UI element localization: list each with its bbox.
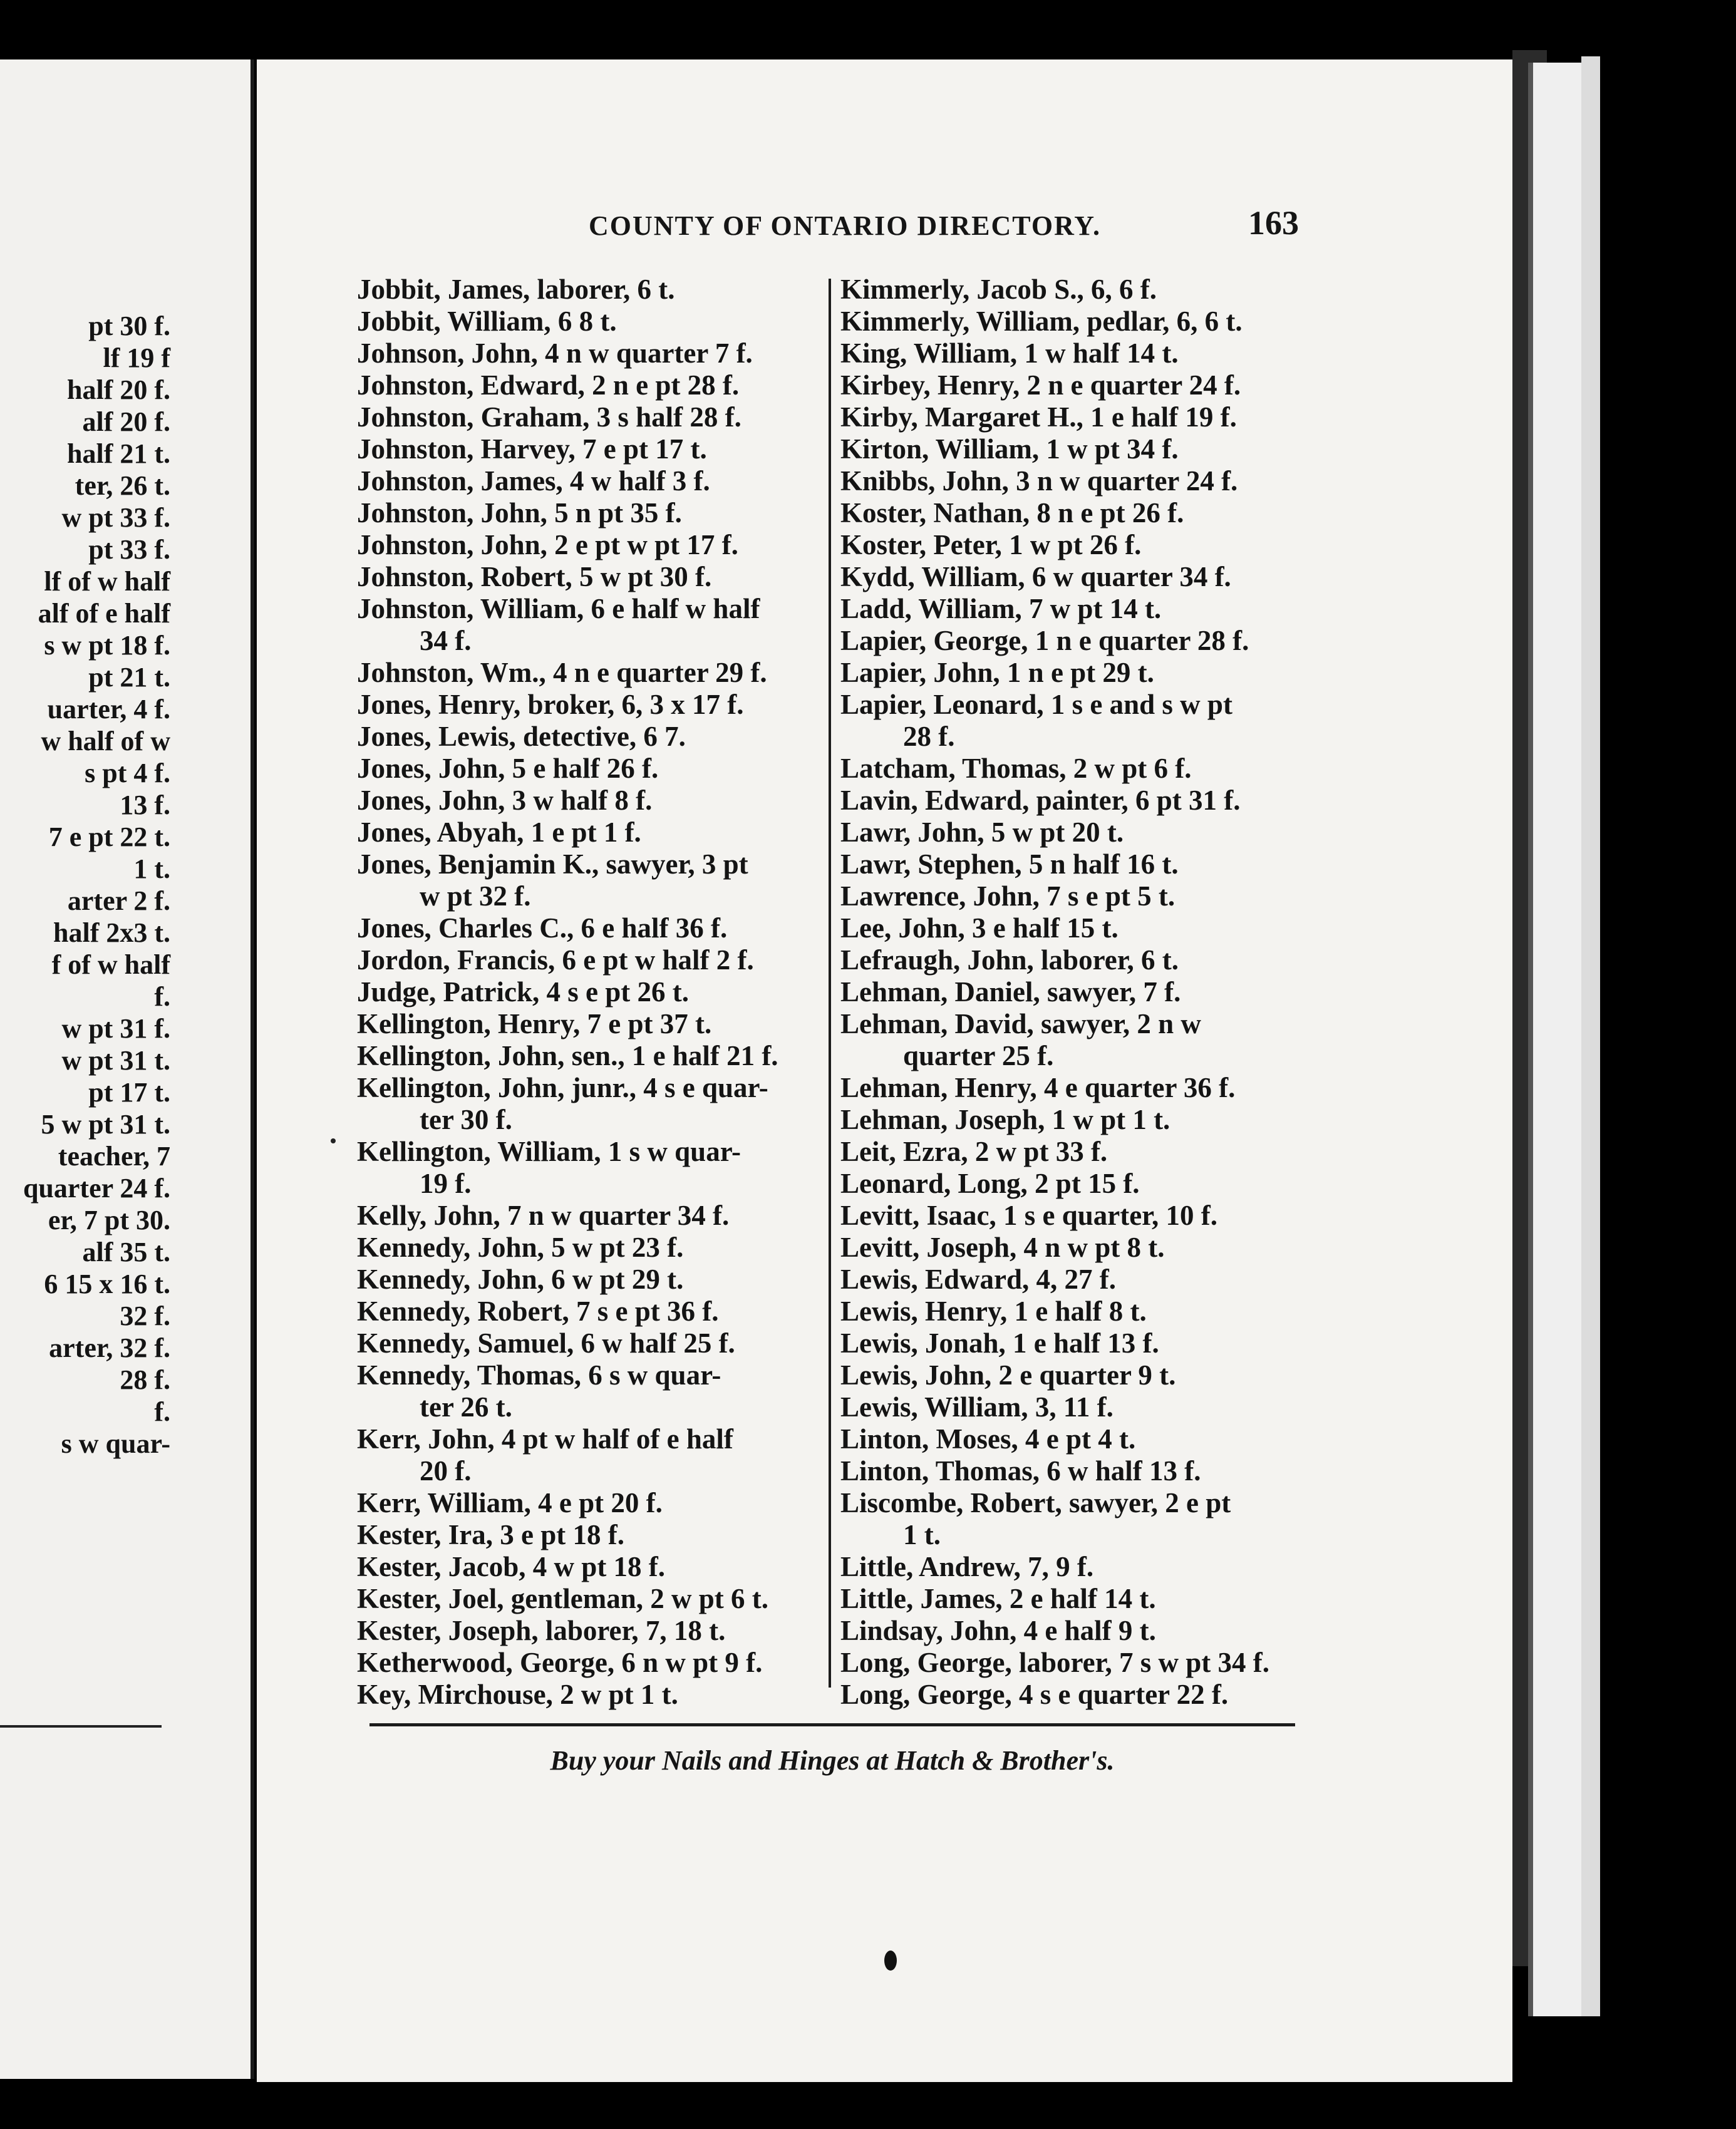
directory-entry-continuation: quarter 25 f. <box>903 1040 1054 1071</box>
directory-entry-continuation: w pt 32 f. <box>420 880 531 912</box>
directory-entry: Ladd, William, 7 w pt 14 t. <box>840 593 1162 624</box>
directory-entry: Jones, Benjamin K., sawyer, 3 pt <box>357 848 748 880</box>
facing-page-text-fragment: s w pt 18 f. <box>44 630 170 661</box>
directory-entry: Kimmerly, William, pedlar, 6, 6 t. <box>840 306 1243 337</box>
facing-page-text-fragment: half 2x3 t. <box>53 917 170 948</box>
directory-entry-continuation: 34 f. <box>420 625 472 656</box>
directory-entry: Lewis, Edward, 4, 27 f. <box>840 1264 1117 1295</box>
directory-entry: Kellington, John, junr., 4 s e quar- <box>357 1072 768 1103</box>
facing-page-text-fragment: er, 7 pt 30. <box>48 1205 170 1235</box>
facing-page-text-fragment: pt 33 f. <box>88 534 170 565</box>
facing-page-text-fragment: f. <box>154 1396 170 1427</box>
directory-entry: Johnston, Graham, 3 s half 28 f. <box>357 401 741 433</box>
directory-entry: Jones, Charles C., 6 e half 36 f. <box>357 912 728 944</box>
directory-entry: Linton, Thomas, 6 w half 13 f. <box>840 1455 1201 1487</box>
directory-entry: Lehman, Henry, 4 e quarter 36 f. <box>840 1072 1236 1103</box>
directory-entry: Kennedy, Robert, 7 s e pt 36 f. <box>357 1296 719 1327</box>
facing-page-text-fragment: alf 20 f. <box>82 406 170 437</box>
facing-page-text-fragment: w pt 31 f. <box>61 1013 170 1044</box>
directory-entry: Jones, Henry, broker, 6, 3 x 17 f. <box>357 689 744 720</box>
directory-entry: Lehman, Joseph, 1 w pt 1 t. <box>840 1104 1170 1135</box>
facing-page-text-fragment: quarter 24 f. <box>23 1173 170 1204</box>
facing-page-text-fragment: s pt 4 f. <box>85 758 170 788</box>
directory-entry: Kennedy, John, 6 w pt 29 t. <box>357 1264 684 1295</box>
directory-entry: Lee, John, 3 e half 15 t. <box>840 912 1119 944</box>
facing-page-text-fragment: 28 f. <box>120 1364 170 1395</box>
facing-page-text-fragment: pt 21 t. <box>88 662 170 693</box>
margin-mark <box>331 1138 336 1143</box>
directory-entry-continuation: ter 26 t. <box>420 1391 512 1423</box>
directory-entry: Kerr, William, 4 e pt 20 f. <box>357 1487 663 1518</box>
page-stack-edge <box>1528 63 1586 2016</box>
facing-page-text-fragment: 6 15 x 16 t. <box>44 1269 170 1299</box>
directory-entry: Kydd, William, 6 w quarter 34 f. <box>840 561 1231 592</box>
directory-entry: Ketherwood, George, 6 n w pt 9 f. <box>357 1647 763 1678</box>
directory-entry: Lapier, John, 1 n e pt 29 t. <box>840 657 1154 688</box>
directory-entry: Lewis, Jonah, 1 e half 13 f. <box>840 1327 1159 1359</box>
directory-entry: Kennedy, Thomas, 6 s w quar- <box>357 1359 721 1391</box>
facing-page-text-fragment: ter, 26 t. <box>75 470 170 501</box>
directory-entry: Judge, Patrick, 4 s e pt 26 t. <box>357 976 689 1008</box>
facing-page-text-fragment: alf 35 t. <box>82 1237 170 1267</box>
directory-entry: Levitt, Isaac, 1 s e quarter, 10 f. <box>840 1200 1218 1231</box>
directory-column-left <box>357 274 811 1711</box>
directory-entry: Lefraugh, John, laborer, 6 t. <box>840 944 1179 976</box>
directory-entry-continuation: 20 f. <box>420 1455 472 1487</box>
directory-entry: Latcham, Thomas, 2 w pt 6 f. <box>840 753 1192 784</box>
directory-entry: Kennedy, Samuel, 6 w half 25 f. <box>357 1327 735 1359</box>
directory-entry: Kirton, William, 1 w pt 34 f. <box>840 433 1179 465</box>
directory-entry: Lehman, David, sawyer, 2 n w <box>840 1008 1201 1039</box>
directory-entry: Long, George, laborer, 7 s w pt 34 f. <box>840 1647 1269 1678</box>
facing-page-text-fragment: f. <box>154 981 170 1012</box>
directory-entry: Lavin, Edward, painter, 6 pt 31 f. <box>840 785 1241 816</box>
directory-entry: King, William, 1 w half 14 t. <box>840 338 1179 369</box>
directory-entry: Lindsay, John, 4 e half 9 t. <box>840 1615 1156 1646</box>
directory-entry: Lewis, Henry, 1 e half 8 t. <box>840 1296 1147 1327</box>
facing-page-text-fragment: pt 30 f. <box>88 311 170 341</box>
directory-entry: Key, Mirchouse, 2 w pt 1 t. <box>357 1679 678 1710</box>
directory-entry: Johnston, William, 6 e half w half <box>357 593 760 624</box>
facing-page-text-fragment: pt 17 t. <box>88 1077 170 1108</box>
footer-advertisement: Buy your Nails and Hinges at Hatch & Brother's. <box>550 1745 1115 1776</box>
directory-entry: Lewis, William, 3, 11 f. <box>840 1391 1113 1423</box>
directory-entry: Little, James, 2 e half 14 t. <box>840 1583 1156 1614</box>
directory-entry: Lapier, George, 1 n e quarter 28 f. <box>840 625 1249 656</box>
column-divider <box>829 279 831 1688</box>
directory-entry: Kester, Jacob, 4 w pt 18 f. <box>357 1551 666 1582</box>
directory-entry: Johnston, John, 5 n pt 35 f. <box>357 497 682 528</box>
directory-entry: Johnston, James, 4 w half 3 f. <box>357 465 710 497</box>
directory-entry: Johnston, Wm., 4 n e quarter 29 f. <box>357 657 767 688</box>
directory-entry: Liscombe, Robert, sawyer, 2 e pt <box>840 1487 1231 1518</box>
directory-entry: Levitt, Joseph, 4 n w pt 8 t. <box>840 1232 1165 1263</box>
directory-entry: Lewis, John, 2 e quarter 9 t. <box>840 1359 1176 1391</box>
directory-entry: Jones, Lewis, detective, 6 7. <box>357 721 686 752</box>
directory-entry: Johnston, Robert, 5 w pt 30 f. <box>357 561 712 592</box>
directory-entry: Koster, Peter, 1 w pt 26 f. <box>840 529 1142 560</box>
facing-page-text-fragment: w pt 33 f. <box>61 502 170 533</box>
directory-entry: Johnston, Edward, 2 n e pt 28 f. <box>357 369 740 401</box>
directory-entry: Jones, Abyah, 1 e pt 1 f. <box>357 817 641 848</box>
directory-entry: Leonard, Long, 2 pt 15 f. <box>840 1168 1140 1199</box>
facing-page-text-fragment: f of w half <box>51 949 170 980</box>
directory-entry: Jordon, Francis, 6 e pt w half 2 f. <box>357 944 754 976</box>
facing-page-text-fragment: arter, 32 f. <box>49 1333 170 1363</box>
directory-entry: Lapier, Leonard, 1 s e and s w pt <box>840 689 1232 720</box>
facing-page-text-fragment: half 21 t. <box>67 438 170 469</box>
directory-entry: Lehman, Daniel, sawyer, 7 f. <box>840 976 1181 1008</box>
page-stack-edge-outer <box>1581 56 1600 2016</box>
directory-entry: Kimmerly, Jacob S., 6, 6 f. <box>840 274 1157 305</box>
directory-entry: Kellington, Henry, 7 e pt 37 t. <box>357 1008 712 1039</box>
directory-entry: Johnston, John, 2 e pt w pt 17 f. <box>357 529 738 560</box>
directory-entry: Lawrence, John, 7 s e pt 5 t. <box>840 880 1175 912</box>
directory-entry: Kellington, William, 1 s w quar- <box>357 1136 741 1167</box>
facing-page-text-fragment: 7 e pt 22 t. <box>48 822 170 852</box>
directory-entry-continuation: 28 f. <box>903 721 955 752</box>
facing-page-text-fragment: half 20 f. <box>67 374 170 405</box>
facing-page-text-fragment: w pt 31 t. <box>61 1045 170 1076</box>
directory-entry: Koster, Nathan, 8 n e pt 26 f. <box>840 497 1184 528</box>
directory-entry: Jobbit, William, 6 8 t. <box>357 306 617 337</box>
directory-entry: Little, Andrew, 7, 9 f. <box>840 1551 1094 1582</box>
directory-entry: Linton, Moses, 4 e pt 4 t. <box>840 1423 1136 1455</box>
page-bullet-mark <box>884 1951 897 1971</box>
directory-entry: Kester, Ira, 3 e pt 18 f. <box>357 1519 624 1550</box>
directory-entry: Knibbs, John, 3 n w quarter 24 f. <box>840 465 1238 497</box>
directory-entry: Kennedy, John, 5 w pt 23 f. <box>357 1232 684 1263</box>
directory-entry: Leit, Ezra, 2 w pt 33 f. <box>840 1136 1108 1167</box>
directory-entry: Kelly, John, 7 n w quarter 34 f. <box>357 1200 730 1231</box>
facing-page-text-fragment: lf 19 f <box>103 343 170 373</box>
footer-rule <box>369 1723 1295 1726</box>
directory-entry-continuation: ter 30 f. <box>420 1104 512 1135</box>
facing-page-text-fragment: w half of w <box>41 726 170 756</box>
directory-entry: Jones, John, 5 e half 26 f. <box>357 753 659 784</box>
directory-entry: Kester, Joel, gentleman, 2 w pt 6 t. <box>357 1583 768 1614</box>
directory-entry: Jobbit, James, laborer, 6 t. <box>357 274 675 305</box>
directory-entry: Kester, Joseph, laborer, 7, 18 t. <box>357 1615 726 1646</box>
directory-column-right <box>840 274 1301 1711</box>
directory-entry: Kellington, John, sen., 1 e half 21 f. <box>357 1040 778 1071</box>
facing-page-text-fragment: lf of w half <box>44 566 170 597</box>
facing-page-text-fragment: alf of e half <box>38 598 170 629</box>
directory-entry-continuation: 19 f. <box>420 1168 472 1199</box>
directory-entry: Lawr, Stephen, 5 n half 16 t. <box>840 848 1179 880</box>
facing-page-text-fragment: 13 f. <box>120 790 170 820</box>
facing-page-text-fragment: 5 w pt 31 t. <box>41 1109 170 1140</box>
facing-page-text-fragment: uarter, 4 f. <box>47 694 170 724</box>
left-page-fragment <box>0 59 254 2079</box>
directory-entry: Long, George, 4 s e quarter 22 f. <box>840 1679 1229 1710</box>
directory-entry: Johnson, John, 4 n w quarter 7 f. <box>357 338 753 369</box>
facing-page-text-fragment: arter 2 f. <box>67 885 170 916</box>
facing-page-text-fragment: 32 f. <box>120 1301 170 1331</box>
directory-entry: Kirbey, Henry, 2 n e quarter 24 f. <box>840 369 1241 401</box>
directory-entry: Lawr, John, 5 w pt 20 t. <box>840 817 1124 848</box>
facing-page-text-fragment: teacher, 7 <box>58 1141 170 1172</box>
directory-entry: Jones, John, 3 w half 8 f. <box>357 785 653 816</box>
facing-page-text-fragment: 1 t. <box>133 853 170 884</box>
directory-entry: Kerr, John, 4 pt w half of e half <box>357 1423 733 1455</box>
page-number: 163 <box>1248 204 1299 242</box>
directory-entry: Kirby, Margaret H., 1 e half 19 f. <box>840 401 1237 433</box>
left-page-rule <box>0 1725 162 1728</box>
directory-entry-continuation: 1 t. <box>903 1519 941 1550</box>
running-header: COUNTY OF ONTARIO DIRECTORY. <box>589 210 1102 241</box>
facing-page-text-fragment: s w quar- <box>61 1428 170 1459</box>
directory-entry: Johnston, Harvey, 7 e pt 17 t. <box>357 433 707 465</box>
